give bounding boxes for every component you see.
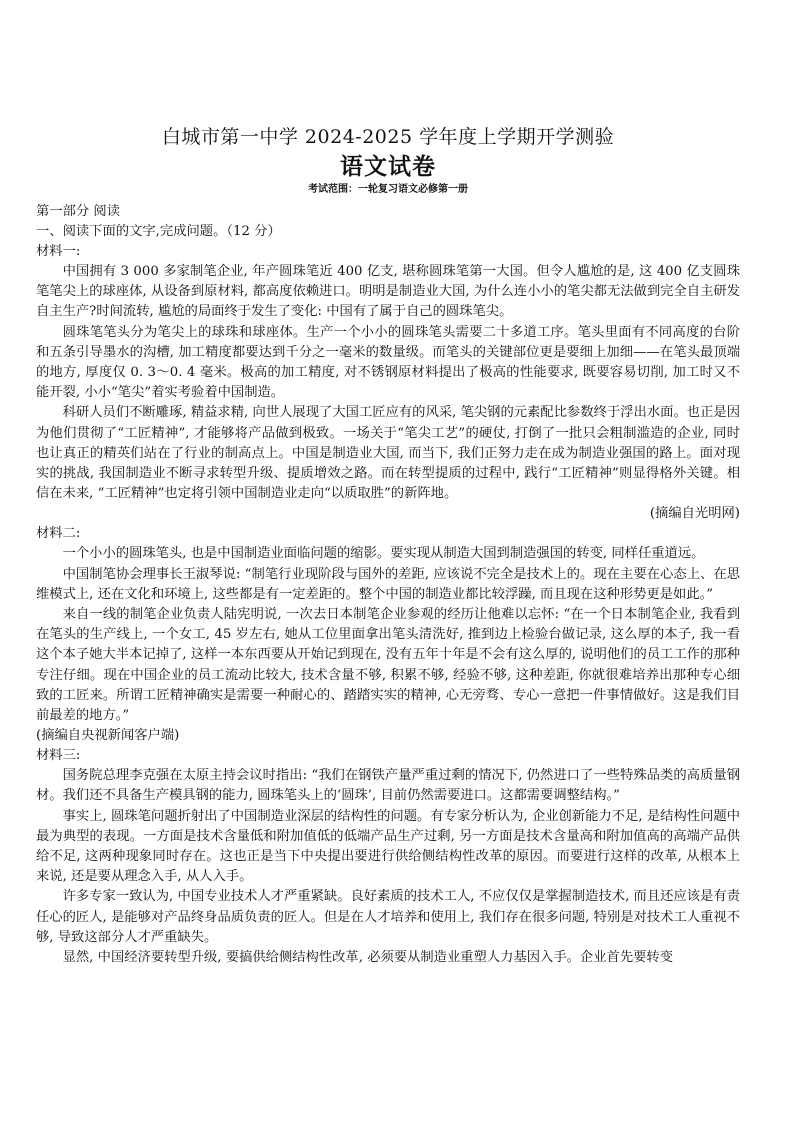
exam-scope: 考试范围：一轮复习语文必修第一册 xyxy=(308,184,468,195)
source-note: (摘编自央视新闻客户端) xyxy=(36,728,180,744)
paragraph: 来自一线的制笔企业负责人陆宪明说, 一次去日本制笔企业参观的经历让他难以忘怀: “在一个日本制笔企业, 我看到在笔头的生产线上, 一个女工, 45 岁左右, 她从工位里面拿出笔头清洗好, 推到边上检验台做记录, 这么厚的本子, 我一看这个本子她大半本记掉了, 这样一本东西要从开始记到现在, 没有五年十年是不会有这么厚的, 说明他们的员工工作的那种专注仔细。现在中国企业的员工流动比较大, 技术含量不够, 积累不够, 经验不够, 这种差距, 你就很难培养出那种专心细致的工匠来。所谓工匠精神确实是需要一种耐心的、踏踏实实的精神, 心无旁骛、专心一意把一件事情做好。这是我们目前最差的地方。” xyxy=(36,607,740,724)
source-note: (摘编自光明网) xyxy=(649,506,740,522)
paragraph: 中国制笔协会理事长王淑琴说: “制笔行业现阶段与国外的差距, 应该说不完全是技术上的。现在主要在心态上、在思维模式上, 还在文化和环境上, 这些都是有一定差距的。整个中国的制造业都比较浮躁, 而且现在这种形势更是如此。” xyxy=(36,566,740,602)
exam-subtitle: 语文试卷 xyxy=(340,153,436,180)
paragraph: 中国拥有 3 000 多家制笔企业, 年产圆珠笔近 400 亿支, 堪称圆珠笔第一大国。但令人尴尬的是, 这 400 亿支圆珠笔笔尖上的球座体, 从设备到原材料, 都高度依赖进口。明明是制造业大国, 为什么连小小的笔尖都无法做到完全自主研发自主生产?时间流转, 尴尬的局面终于发生了变化: 中国有了属于自己的圆珠笔尖。 xyxy=(36,264,740,320)
question-heading: 一、阅读下面的文字,完成问题。（12 分） xyxy=(36,224,281,239)
material-label: 材料二: xyxy=(36,526,81,542)
material-label: 材料三: xyxy=(36,748,81,764)
paragraph: 一个小小的圆珠笔头, 也是中国制造业面临问题的缩影。要实现从制造大国到制造强国的转变, 同样任重道远。 xyxy=(62,546,705,562)
paragraph: 国务院总理李克强在太原主持会议时指出: “我们在钢铁产量严重过剩的情况下, 仍然进口了一些特殊品类的高质量钢材。我们还不具备生产模具钢的能力, 圆珠笔头上的‘圆珠’, 目前仍然需要进口。这都需要调整结构。” xyxy=(36,768,740,804)
paragraph: 科研人员们不断雕琢, 精益求精, 向世人展现了大国工匠应有的风采, 笔尖钢的元素配比参数终于浮出水面。也正是因为他们贯彻了“工匠精神”, 才能够将产品做到极致。一场关于“笔尖工艺”的硬仗, 打倒了一批只会粗制滥造的企业, 同时也让真正的精英们站在了行业的制高点上。中国是制造业大国, 而当下, 我们正努力走在成为制造业强国的路上。面对现实的挑战, 我国制造业不断寻求转型升级、提质增效之路。而在转型提质的过程中, 践行“工匠精神”则显得格外关键。相信在未来, “工匠精神”也定将引领中国制造业走向“以质取胜”的新阵地。 xyxy=(36,405,740,502)
paragraph: 事实上, 圆珠笔问题折射出了中国制造业深层的结构性的问题。有专家分析认为, 企业创新能力不足, 是结构性问题中最为典型的表现。一方面是技术含量低和附加值低的低端产品生产过剩, 另一方面是技术含量高和附加值高的高端产品供给不足, 这两种现象同时存在。这也正是当下中央提出要进行供给侧结构性改革的原因。而要进行这样的改革, 从根本上来说, 还是要从理念入手, 从人入手。 xyxy=(36,808,740,885)
part-heading: 第一部分 阅读 xyxy=(36,204,121,219)
paragraph: 圆珠笔笔头分为笔尖上的球珠和球座体。生产一个小小的圆珠笔头需要二十多道工序。笔头里面有不同高度的台阶和五条引导墨水的沟槽, 加工精度都要达到千分之一毫米的数量级。而笔头的关键部位更是要细上加细——在笔头最顶端的地方, 厚度仅 0. 3～0. 4 毫米。极高的加工精度, 对不锈钢原材料提出了极高的性能要求, 既要容易切削, 加工时又不能开裂, 小小“笔尖”着实考验着中国制造。 xyxy=(36,324,740,401)
exam-page xyxy=(36,124,740,968)
paragraph: 许多专家一致认为, 中国专业技术人才严重紧缺。良好素质的技术工人, 不应仅仅是掌握制造技术, 而且还应该是有责任心的匠人, 是能够对产品终身品质负责的匠人。但是在人才培养和使用上, 我们存在很多问题, 特别是对技术工人重视不够, 导致这部分人才严重缺失。 xyxy=(36,889,740,945)
exam-title: 白城市第一中学 2024-2025 学年度上学期开学测验 xyxy=(161,126,615,148)
material-label: 材料一: xyxy=(36,244,81,259)
paragraph: 显然, 中国经济要转型升级, 要搞供给侧结构性改革, 必须要从制造业重塑人力基因入手。企业首先要转变 xyxy=(62,950,674,966)
